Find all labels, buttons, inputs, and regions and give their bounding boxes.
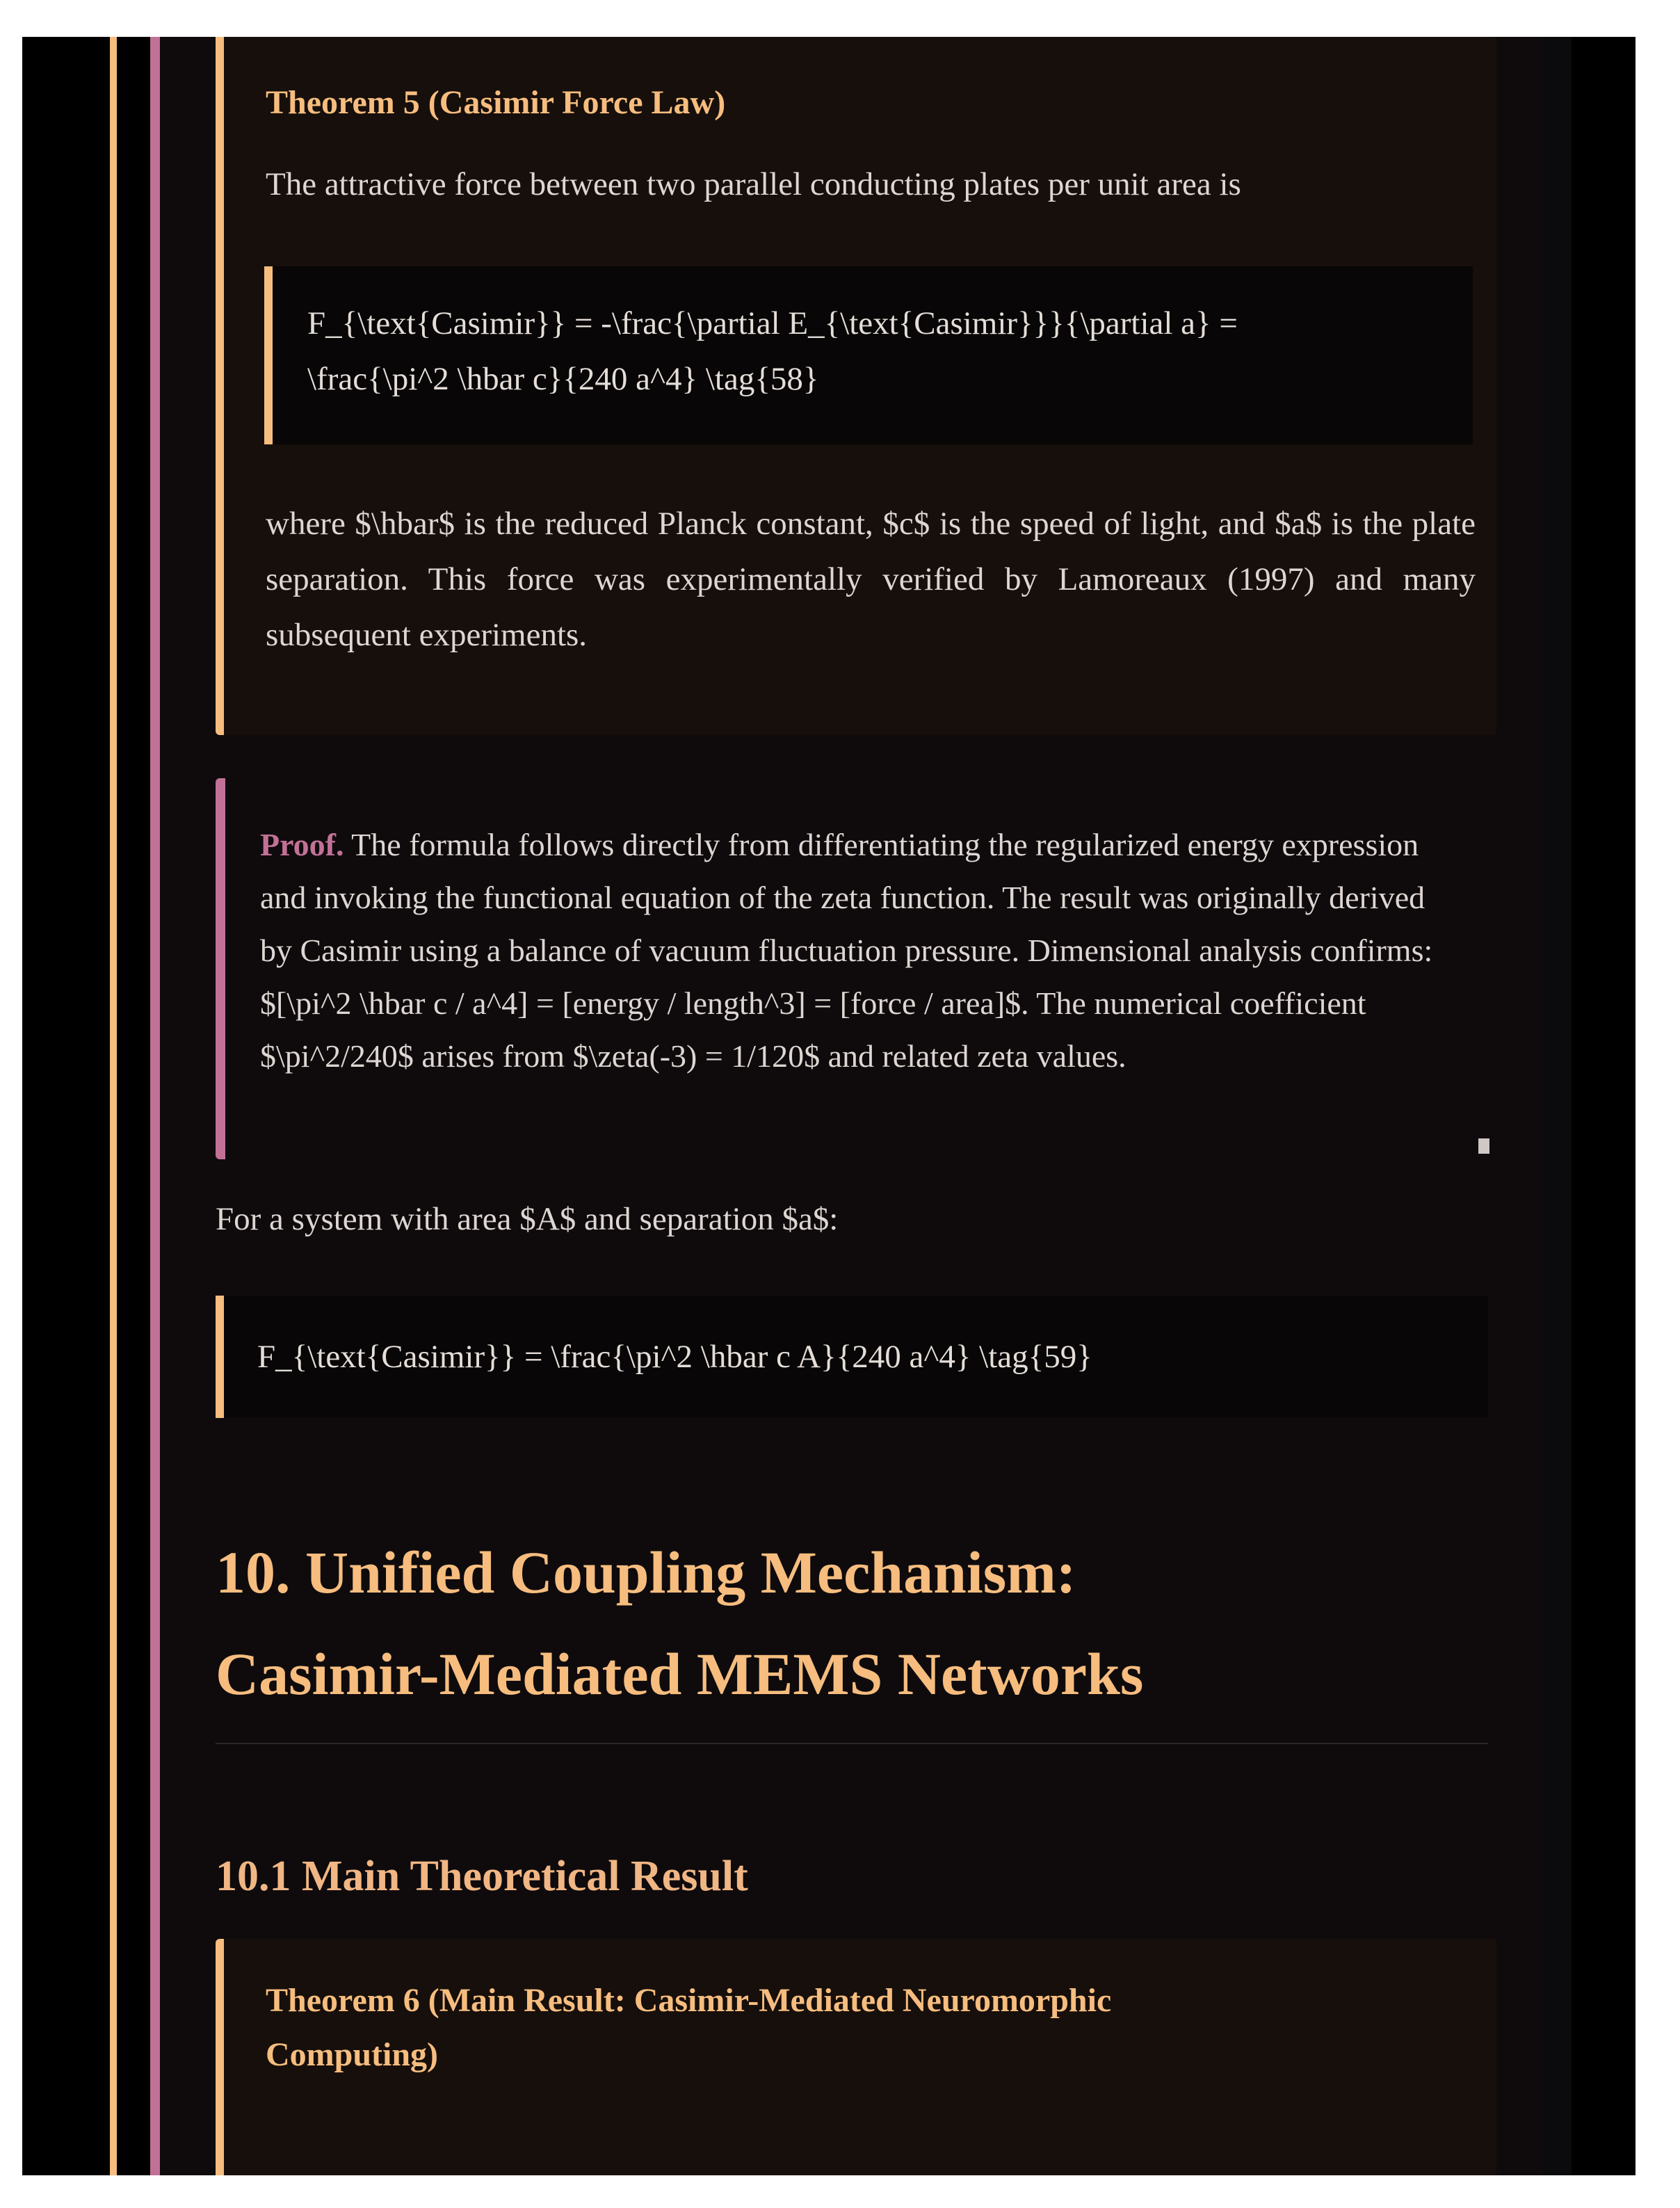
theorem-6-title-line-1: Theorem 6 (Main Result: Casimir-Mediated Neuromorphic [266,1982,1112,2019]
proof-body: The formula follows directly from differentiating the regularized energy expression and invoking the functional equation of the zeta function. The result was originally derived by Casimir using a balance of vacuum fluctuation pressure. Dimensional analysis confirms: $[\pi^2 \hbar c / a^4] = [energy / length^3] = [force / area]$. The numerical coefficient $\pi^2/240$ arises from $\zeta(-3) = 1/120$ and related zeta values. [260,827,1433,1074]
theorem-5-title: Theorem 5 (Casimir Force Law) [266,84,726,121]
equation-59: F_{\text{Casimir}} = \frac{\pi^2 \hbar c A}{240 a^4} \tag{59} [257,1339,1092,1375]
proof-label: Proof. [260,827,344,862]
left-accent-rail-pink [150,37,160,2175]
section-10-heading-line-2: Casimir-Mediated MEMS Networks [216,1641,1144,1707]
document-page [22,37,1635,2175]
theorem-6-box [216,1939,1496,2175]
content-column [160,37,1544,2175]
subsection-10-1-heading: 10.1 Main Theoretical Result [216,1853,748,1900]
equation-58-block [264,266,1473,444]
theorem-5-intro: The attractive force between two parallel conducting plates per unit area is [266,166,1241,202]
section-divider [216,1743,1488,1744]
theorem-6-title [266,1974,1476,2082]
qed-symbol [1478,1138,1489,1154]
theorem-5-explanation: where $\hbar$ is the reduced Planck constant, $c$ is the speed of light, and $a$ is the plate separation. This force was experimentally verified by Lamoreaux (1997) and many subsequent experiments. [266,506,1476,653]
right-margin-band [1544,37,1572,2175]
section-10-heading [216,1522,1488,1725]
equation-59-block [216,1296,1488,1418]
left-accent-rail-orange [110,37,117,2175]
theorem-6-title-line-2: Computing) [266,2036,439,2073]
section-10-heading-line-1: 10. Unified Coupling Mechanism: [216,1539,1076,1606]
equation-58-line-2: \frac{\pi^2 \hbar c}{240 a^4} \tag{58} [307,361,819,397]
proof-box [216,778,1498,1159]
system-intro-text: For a system with area $A$ and separation $a$: [216,1201,839,1237]
proof-text [260,819,1463,1083]
equation-58-line-1: F_{\text{Casimir}} = -\frac{\partial E_{\text{Casimir}}}{\partial a} = [307,305,1238,341]
theorem-5-box [216,37,1496,735]
